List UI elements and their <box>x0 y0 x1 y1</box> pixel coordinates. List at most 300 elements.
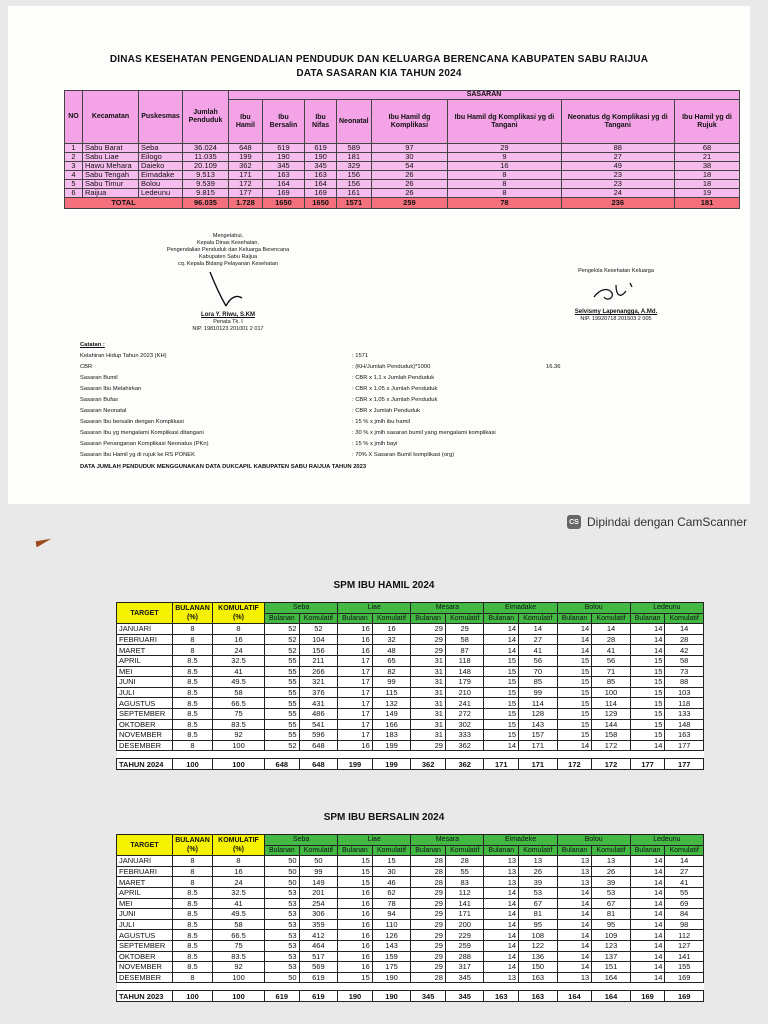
table-cell: 14 <box>557 951 592 962</box>
table-cell: 29 <box>411 645 446 656</box>
col-komplikasi-tangani: Ibu Hamil dg Komplikasi yg di Tangani <box>448 100 561 144</box>
table-cell: Sabu Barat <box>83 144 139 153</box>
table-cell: 16 <box>338 951 373 962</box>
col-bulanan-sub: Bulanan <box>484 845 519 856</box>
table-cell: 8.5 <box>173 887 213 898</box>
table-cell: 541 <box>299 719 338 730</box>
table-cell: 8 <box>213 856 265 867</box>
table-cell: 164 <box>592 972 631 983</box>
table-cell: 8 <box>173 877 213 888</box>
total-cell: 199 <box>372 759 411 770</box>
table-cell: 18 <box>674 171 739 180</box>
table-cell: 181 <box>337 153 372 162</box>
table-cell: 132 <box>372 698 411 709</box>
note-value: : CBR x 1,05 x Jumlah Penduduk <box>352 386 438 392</box>
table-cell: 14 <box>484 909 519 920</box>
col-puskesmas: Puskesmas <box>139 91 183 144</box>
scanned-page-kia <box>8 6 750 504</box>
table-cell: 16 <box>338 898 373 909</box>
sig-left-line2: Kepala Dinas Kesehatan, <box>196 240 260 246</box>
table-cell: 8.5 <box>173 666 213 677</box>
month-label: AGUSTUS <box>117 698 173 709</box>
total-cell: 177 <box>630 759 665 770</box>
table-cell: 9.513 <box>183 171 229 180</box>
table-cell: 241 <box>445 698 484 709</box>
col-puskesmas: Eimadake <box>484 603 557 614</box>
table-cell: 143 <box>372 940 411 951</box>
table-cell: 272 <box>445 708 484 719</box>
col-komulatif-sub: Komulatif <box>372 845 411 856</box>
table-cell: 156 <box>299 645 338 656</box>
sig-left-line4: Kabupaten Sabu Raijua <box>198 254 258 260</box>
table-cell: 172 <box>592 740 631 751</box>
table-cell: 211 <box>299 655 338 666</box>
table-cell: 16 <box>338 887 373 898</box>
table-cell: 596 <box>299 730 338 741</box>
table-row <box>117 645 704 656</box>
table-cell: 259 <box>445 940 484 951</box>
col-komulatif-sub: Komulatif <box>519 613 558 624</box>
total-cell: 177 <box>665 759 704 770</box>
col-bulanan-sub: Bulanan <box>484 613 519 624</box>
col-puskesmas: Liae <box>338 603 411 614</box>
table-cell: 50 <box>265 972 300 983</box>
table-cell: 29 <box>411 951 446 962</box>
table-cell: 345 <box>262 162 304 171</box>
table-row <box>117 740 704 751</box>
table-cell: 50 <box>265 877 300 888</box>
table-cell: 8.5 <box>173 677 213 688</box>
table-cell: 16 <box>338 624 373 635</box>
table-cell: 53 <box>265 909 300 920</box>
table-cell: 155 <box>665 962 704 973</box>
doc-title-line1: DINAS KESEHATAN PENGENDALIAN PENDUDUK DAN KELUARGA BERENCANA KABUPATEN SABU RAIJUA <box>109 54 649 65</box>
table-cell: 53 <box>592 887 631 898</box>
table-cell: 27 <box>665 866 704 877</box>
table-cell: 73 <box>665 666 704 677</box>
table-cell: 23 <box>561 171 674 180</box>
table-cell: 55 <box>265 677 300 688</box>
table-cell: 15 <box>630 655 665 666</box>
table-cell: 15 <box>484 655 519 666</box>
table-cell: 28 <box>411 877 446 888</box>
col-bulanan-sub: Bulanan <box>630 613 665 624</box>
table-cell: 29 <box>411 930 446 941</box>
table-cell: 100 <box>592 687 631 698</box>
col-komulatif-sub: Komulatif <box>665 613 704 624</box>
table-cell: 49.5 <box>213 909 265 920</box>
table-cell: 16 <box>338 919 373 930</box>
handwritten-signature-right <box>586 277 646 307</box>
total-row <box>117 759 704 770</box>
month-label: OKTOBER <box>117 719 173 730</box>
table-cell: 118 <box>665 698 704 709</box>
col-bulanan-sub: Bulanan <box>265 845 300 856</box>
col-puskesmas: Mesara <box>411 835 484 846</box>
month-label: MARET <box>117 877 173 888</box>
table-cell: 123 <box>592 940 631 951</box>
table-cell: 69 <box>665 898 704 909</box>
table-cell: 14 <box>630 856 665 867</box>
table-cell: 151 <box>592 962 631 973</box>
table-cell: 13 <box>592 856 631 867</box>
note-row <box>80 441 640 452</box>
table-cell: 24 <box>561 189 674 198</box>
total-cell: 172 <box>592 759 631 770</box>
table-cell: 14 <box>557 645 592 656</box>
table-cell: 14 <box>557 930 592 941</box>
table-cell: 464 <box>299 940 338 951</box>
month-label: DESEMBER <box>117 972 173 983</box>
col-target: TARGET <box>117 603 173 624</box>
table-cell: 85 <box>592 677 631 688</box>
table-cell: 30 <box>371 153 448 162</box>
table-cell: 78 <box>372 898 411 909</box>
table-cell: 55 <box>265 698 300 709</box>
table-cell: 17 <box>338 698 373 709</box>
table-cell: 28 <box>411 856 446 867</box>
table-cell: Hawu Mehara <box>83 162 139 171</box>
note-label: Sasaran Bufas <box>80 397 119 403</box>
table-cell: 83.5 <box>213 951 265 962</box>
table-cell: 14 <box>630 972 665 983</box>
table-cell: 144 <box>592 719 631 730</box>
table-cell: 15 <box>557 708 592 719</box>
col-komulatif-sub: Komulatif <box>445 845 484 856</box>
table-cell: 16 <box>338 645 373 656</box>
total-cell: 181 <box>674 198 739 209</box>
table-cell: 148 <box>665 719 704 730</box>
col-bulanan: BULANAN (%) <box>173 603 213 624</box>
table-cell: 75 <box>213 940 265 951</box>
table-cell: 164 <box>262 180 304 189</box>
table-cell: 31 <box>411 687 446 698</box>
table-cell: 14 <box>630 962 665 973</box>
table-cell: 359 <box>299 919 338 930</box>
table-cell: 97 <box>371 144 448 153</box>
table-cell: 58 <box>665 655 704 666</box>
table-cell: 85 <box>519 677 558 688</box>
table-cell: 41 <box>665 877 704 888</box>
table-cell: 58 <box>445 634 484 645</box>
table-cell: 229 <box>445 930 484 941</box>
table-cell: 169 <box>665 972 704 983</box>
col-ibu-hamil: Ibu Hamil <box>229 100 263 144</box>
table-cell: 50 <box>265 856 300 867</box>
table-cell: 94 <box>372 909 411 920</box>
table-cell: 58 <box>213 687 265 698</box>
table-cell: 8 <box>173 740 213 751</box>
table-cell: 20.109 <box>183 162 229 171</box>
table-cell: Sabu Liae <box>83 153 139 162</box>
table-cell: 8 <box>173 972 213 983</box>
signature-block-left <box>138 233 318 333</box>
table-cell: Daieko <box>139 162 183 171</box>
table-cell: 345 <box>305 162 337 171</box>
table-cell: 362 <box>229 162 263 171</box>
table-cell: 8.5 <box>173 655 213 666</box>
table-cell: 8 <box>173 856 213 867</box>
table-cell: 56 <box>592 655 631 666</box>
table-cell: 177 <box>665 740 704 751</box>
table-cell: 27 <box>561 153 674 162</box>
table-cell: 648 <box>299 740 338 751</box>
table-cell: 14 <box>557 940 592 951</box>
table-cell: 56 <box>519 655 558 666</box>
col-komulatif-sub: Komulatif <box>445 613 484 624</box>
table-cell: 26 <box>371 171 448 180</box>
total-cell: 648 <box>265 759 300 770</box>
table-cell: 29 <box>411 940 446 951</box>
table-row <box>117 856 704 867</box>
table-cell: 486 <box>299 708 338 719</box>
table-cell: 55 <box>265 719 300 730</box>
table-cell: 38 <box>674 162 739 171</box>
table-cell: 92 <box>213 962 265 973</box>
table-cell: 14 <box>484 940 519 951</box>
table-cell: 14 <box>484 919 519 930</box>
total-row <box>117 991 704 1002</box>
table-cell: 15 <box>372 856 411 867</box>
table-cell: 169 <box>262 189 304 198</box>
kia-target-table <box>64 90 740 209</box>
signature-block-right <box>556 268 676 323</box>
col-bulanan-sub: Bulanan <box>265 613 300 624</box>
total-cell: 100 <box>173 991 213 1002</box>
total-cell: 648 <box>299 759 338 770</box>
table-cell: 171 <box>519 740 558 751</box>
table-cell: 39 <box>519 877 558 888</box>
col-puskesmas: Mesara <box>411 603 484 614</box>
col-sasaran: SASARAN <box>229 91 740 100</box>
col-komulatif-sub: Komulatif <box>519 845 558 856</box>
table-cell: 14 <box>630 909 665 920</box>
table-cell: 345 <box>445 972 484 983</box>
table-cell: 28 <box>592 634 631 645</box>
table-cell: 15 <box>630 708 665 719</box>
table-cell: 158 <box>592 730 631 741</box>
table-cell: 15 <box>630 687 665 698</box>
table-cell: 16 <box>213 866 265 877</box>
table-cell: 15 <box>484 730 519 741</box>
table-cell: 163 <box>665 730 704 741</box>
month-label: FEBRUARI <box>117 634 173 645</box>
table-cell: 517 <box>299 951 338 962</box>
table-cell: 14 <box>630 740 665 751</box>
table-cell: 172 <box>229 180 263 189</box>
table-cell: 14 <box>630 877 665 888</box>
note-value: : 15 % x jmlh bayi <box>352 441 398 447</box>
table-cell: 302 <box>445 719 484 730</box>
table-cell: 27 <box>519 634 558 645</box>
table-cell: 49 <box>561 162 674 171</box>
table-cell: 17 <box>338 719 373 730</box>
table-cell: 50 <box>265 866 300 877</box>
table-cell: 15 <box>338 877 373 888</box>
table-cell: 190 <box>262 153 304 162</box>
table-cell: 16 <box>448 162 561 171</box>
table-cell: 8.5 <box>173 940 213 951</box>
table-cell: 13 <box>519 856 558 867</box>
table-cell: 14 <box>630 951 665 962</box>
table-row <box>117 708 704 719</box>
table-cell: 13 <box>557 972 592 983</box>
camscanner-watermark <box>567 515 747 529</box>
table-cell: 29 <box>411 624 446 635</box>
month-label: NOVEMBER <box>117 730 173 741</box>
table-cell: 5 <box>65 180 83 189</box>
spacer-cell <box>117 751 704 759</box>
table-row <box>117 624 704 635</box>
table-cell: 201 <box>299 887 338 898</box>
table-cell: 112 <box>665 930 704 941</box>
table-cell: 82 <box>372 666 411 677</box>
table-cell: 14 <box>557 624 592 635</box>
table-cell: 67 <box>592 898 631 909</box>
table-cell: 16 <box>338 940 373 951</box>
table-cell: 53 <box>265 940 300 951</box>
col-komulatif-sub: Komulatif <box>592 845 631 856</box>
spacer-row <box>117 751 704 759</box>
table-cell: 166 <box>372 719 411 730</box>
table-cell: 128 <box>519 708 558 719</box>
table-cell: 14 <box>630 634 665 645</box>
table-row <box>65 153 740 162</box>
table-cell: 110 <box>372 919 411 930</box>
total-cell: 171 <box>484 759 519 770</box>
total-cell: 163 <box>484 991 519 1002</box>
col-puskesmas: Seba <box>265 603 338 614</box>
total-cell: 164 <box>557 991 592 1002</box>
table-cell: 210 <box>445 687 484 698</box>
table-cell: 15 <box>630 730 665 741</box>
table-cell: 199 <box>372 740 411 751</box>
spacer-row <box>117 983 704 991</box>
table-cell: 115 <box>372 687 411 698</box>
table-cell: 29 <box>411 909 446 920</box>
col-bulanan-sub: Bulanan <box>411 613 446 624</box>
table-row <box>117 719 704 730</box>
table-row <box>117 940 704 951</box>
note-value: : CBR x 1,05 x Jumlah Penduduk <box>352 397 438 403</box>
table-cell: 266 <box>299 666 338 677</box>
table-cell: 288 <box>445 951 484 962</box>
table-cell: 8.5 <box>173 730 213 741</box>
total-cell: 172 <box>557 759 592 770</box>
table-cell: 14 <box>630 887 665 898</box>
month-label: DESEMBER <box>117 740 173 751</box>
table-cell: 53 <box>265 962 300 973</box>
col-bulanan-sub: Bulanan <box>338 613 373 624</box>
table-cell: 32.5 <box>213 887 265 898</box>
note-row <box>80 397 640 408</box>
table-row <box>117 930 704 941</box>
table-cell: 8.5 <box>173 687 213 698</box>
table-cell: 15 <box>557 666 592 677</box>
table-cell: 81 <box>519 909 558 920</box>
sig-left-rank: Penata Tk. I <box>213 319 243 325</box>
table-cell: 53 <box>265 951 300 962</box>
col-komulatif: KOMULATIF (%) <box>213 603 265 624</box>
table-cell: 8 <box>173 624 213 635</box>
col-neonatus: Neonatus dg Komplikasi yg di Tangani <box>561 100 674 144</box>
table-cell: Sabu Tengah <box>83 171 139 180</box>
page-corner-fold <box>36 539 53 548</box>
table-cell: 48 <box>372 645 411 656</box>
note-label: Sasaran Bumil <box>80 375 118 381</box>
table-cell: 14 <box>630 624 665 635</box>
table-cell: 98 <box>665 919 704 930</box>
table-cell: 376 <box>299 687 338 698</box>
table-cell: 52 <box>265 634 300 645</box>
table-cell: 55 <box>265 666 300 677</box>
table-cell: 99 <box>372 677 411 688</box>
spm-ibu-hamil-table <box>116 602 704 770</box>
col-neonatal: Neonatal <box>337 100 372 144</box>
table-cell: 15 <box>557 730 592 741</box>
table-cell: 87 <box>445 645 484 656</box>
table-cell: 29 <box>411 887 446 898</box>
col-komulatif-sub: Komulatif <box>665 845 704 856</box>
table-cell: 42 <box>665 645 704 656</box>
table-cell: 183 <box>372 730 411 741</box>
table-cell: 141 <box>445 898 484 909</box>
table-cell: 16 <box>213 634 265 645</box>
month-label: JANUARI <box>117 624 173 635</box>
table-cell: 29 <box>411 634 446 645</box>
table-cell: 190 <box>305 153 337 162</box>
note-row <box>80 375 640 386</box>
month-label: NOVEMBER <box>117 962 173 973</box>
note-row <box>80 353 640 364</box>
table-cell: 619 <box>262 144 304 153</box>
table-cell: 200 <box>445 919 484 930</box>
col-bulanan-sub: Bulanan <box>630 845 665 856</box>
table-cell: 171 <box>229 171 263 180</box>
table-cell: 8 <box>173 634 213 645</box>
table-cell: 15 <box>338 856 373 867</box>
table-row <box>117 898 704 909</box>
table-cell: 14 <box>484 951 519 962</box>
col-puskesmas: Eimadeke <box>484 835 557 846</box>
notes-section <box>80 342 640 470</box>
table-cell: 122 <box>519 940 558 951</box>
total-cell: 96.035 <box>183 198 229 209</box>
table-cell: 156 <box>337 180 372 189</box>
table-cell: 55 <box>265 708 300 719</box>
table-cell: 619 <box>299 972 338 983</box>
table-cell: 14 <box>630 866 665 877</box>
table-cell: 58 <box>213 919 265 930</box>
table-cell: 15 <box>557 698 592 709</box>
table-cell: 46 <box>372 877 411 888</box>
table-cell: Ledeunu <box>139 189 183 198</box>
table-cell: 129 <box>592 708 631 719</box>
table-cell: 14 <box>484 930 519 941</box>
table-row <box>117 730 704 741</box>
col-bulanan-sub: Bulanan <box>557 613 592 624</box>
sig-left-line5: cq. Kepala Bidang Pelayanan Kesehatan <box>178 261 278 267</box>
table-cell: 14 <box>557 909 592 920</box>
table-cell: 31 <box>411 730 446 741</box>
table-cell: 15 <box>484 687 519 698</box>
table-cell: 66.5 <box>213 930 265 941</box>
table-cell: 53 <box>519 887 558 898</box>
total-cell: 100 <box>173 759 213 770</box>
table-cell: 71 <box>592 666 631 677</box>
table-cell: 31 <box>411 719 446 730</box>
note-label: Sasaran Neonatal <box>80 408 127 414</box>
